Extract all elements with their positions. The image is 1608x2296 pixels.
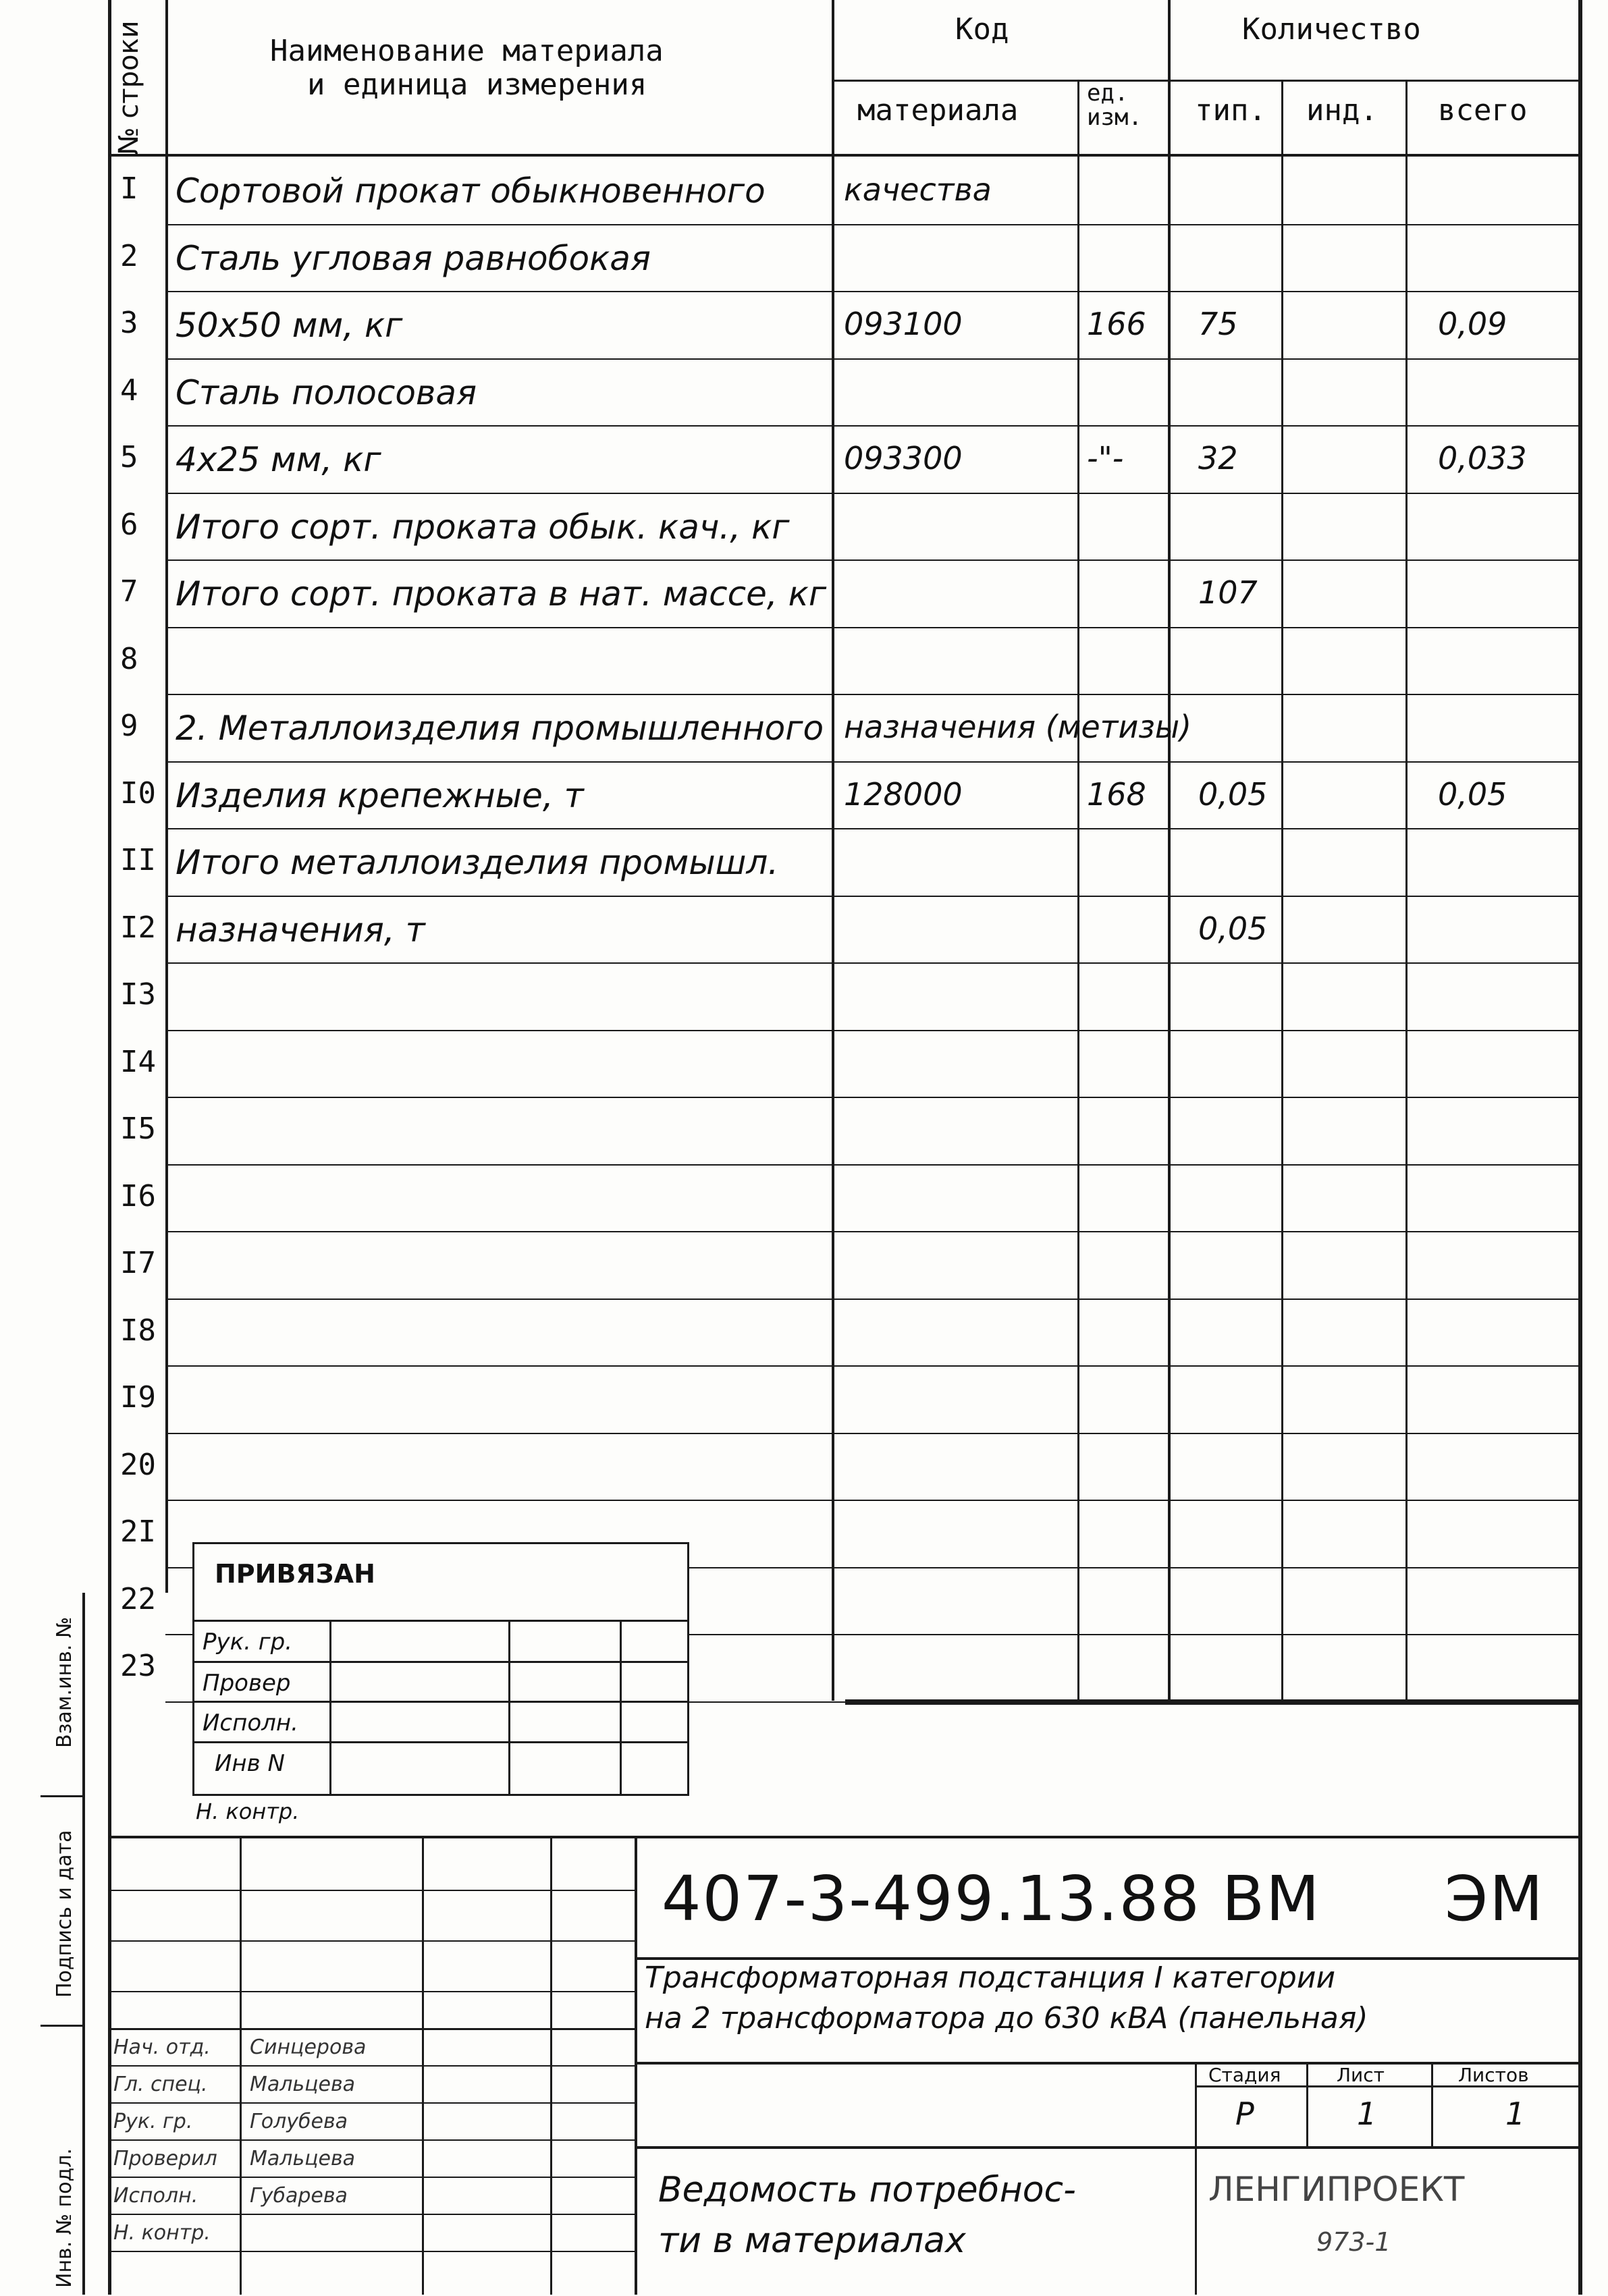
material-code: качества xyxy=(844,171,992,208)
row-number: I xyxy=(120,171,138,206)
tb-line xyxy=(1306,2062,1308,2146)
col-line-ind xyxy=(1405,81,1408,1701)
material-code: 128000 xyxy=(844,776,963,813)
project-line2: на 2 трансформатора до 630 кВА (панельная) xyxy=(645,2001,1368,2035)
signature-role: Гл. спец. xyxy=(113,2073,208,2096)
col-line-code xyxy=(1077,81,1079,1701)
row-line xyxy=(165,1299,1580,1300)
row-line xyxy=(165,1097,1580,1098)
signature-name: Мальцева xyxy=(250,2147,356,2170)
side-label-inv: Инв. № подл. xyxy=(53,2148,76,2288)
sheets-value: 1 xyxy=(1505,2096,1526,2132)
row-number: 6 xyxy=(120,508,138,542)
material-name: Итого сорт. проката обык. кач., кг xyxy=(176,508,790,547)
qty-typ: 32 xyxy=(1198,440,1238,476)
signature-role: Исполн. xyxy=(113,2184,198,2208)
row-line xyxy=(165,761,1580,763)
tb-line xyxy=(108,2065,635,2067)
qty-typ: 75 xyxy=(1198,306,1238,342)
side-label-podpis: Подпись и дата xyxy=(53,1830,76,1998)
header-code-material: материала xyxy=(857,93,1019,128)
row-number: 9 xyxy=(120,709,138,743)
row-number: 2 xyxy=(120,239,138,273)
col-line-typ xyxy=(1281,81,1283,1701)
row-line xyxy=(165,1433,1580,1434)
signature-role: Н. контр. xyxy=(113,2221,211,2245)
side-label-vzam: Взам.инв. № xyxy=(53,1616,76,1748)
org-name: ЛЕНГИПРОЕКТ xyxy=(1208,2170,1465,2209)
tb-line xyxy=(108,2102,635,2104)
header-qty-typ: тип. xyxy=(1195,93,1266,128)
material-name: Итого металлоизделия промышл. xyxy=(176,843,779,882)
signature-role: Нач. отд. xyxy=(113,2035,211,2059)
header-quantity: Количество xyxy=(1242,12,1421,47)
material-code: 093300 xyxy=(844,440,963,476)
tb-line xyxy=(635,1957,1580,1960)
tb-line xyxy=(635,2062,1580,2065)
row-number: I2 xyxy=(120,910,156,945)
row-line xyxy=(165,896,1580,897)
doc-title-line1: Ведомость потребнос- xyxy=(658,2170,1076,2210)
signature-name: Синцерова xyxy=(250,2035,367,2059)
material-name: Изделия крепежные, т xyxy=(176,776,584,815)
tb-line xyxy=(1195,2062,1197,2146)
material-name: Сталь угловая равнобокая xyxy=(176,239,651,278)
tb-line xyxy=(108,2251,635,2252)
sheet-label: Лист xyxy=(1337,2064,1385,2086)
stamp-role: Рук. гр. xyxy=(203,1629,293,1656)
row-number: 7 xyxy=(120,574,138,609)
tb-line xyxy=(108,1890,635,1891)
col-line-name xyxy=(832,0,834,1701)
row-line xyxy=(165,1365,1580,1367)
row-line xyxy=(165,224,1580,225)
qty-typ: 107 xyxy=(1198,574,1258,611)
title-block-top xyxy=(108,1836,1581,1838)
qty-total: 0,05 xyxy=(1438,776,1507,813)
row-number: 3 xyxy=(120,306,138,340)
row-number: 23 xyxy=(120,1649,156,1683)
row-line xyxy=(165,1030,1580,1031)
row-number: I4 xyxy=(120,1045,156,1079)
stamp-role: Инв N xyxy=(215,1750,285,1777)
row-line xyxy=(165,559,1580,561)
row-number: I6 xyxy=(120,1179,156,1213)
signature-name: Голубева xyxy=(250,2110,348,2133)
tb-line xyxy=(108,1940,635,1942)
side-strip-border xyxy=(82,1593,85,2295)
material-name: назначения, т xyxy=(176,910,425,950)
stage-value: Р xyxy=(1235,2096,1254,2132)
header-qty-total: всего xyxy=(1438,93,1528,128)
binding-n-kontr: Н. контр. xyxy=(196,1799,300,1824)
row-line xyxy=(165,358,1580,360)
row-line xyxy=(165,627,1580,628)
row-number: 5 xyxy=(120,440,138,474)
frame-right xyxy=(1578,0,1582,2295)
header-material-unit: и единица измерения xyxy=(307,67,647,102)
sheets-label: Листов xyxy=(1458,2064,1529,2086)
row-line xyxy=(165,694,1580,695)
row-line xyxy=(165,425,1580,427)
tb-line xyxy=(635,1836,637,2295)
doc-mark: ЭМ xyxy=(1445,1863,1545,1935)
row-number: I8 xyxy=(120,1313,156,1348)
frame-left xyxy=(108,0,111,2295)
tb-line xyxy=(1195,2146,1197,2295)
unit-code: 168 xyxy=(1087,776,1146,813)
signature-name: Губарева xyxy=(250,2184,348,2208)
material-name: 2. Металлоизделия промышленного xyxy=(176,709,824,748)
tb-line xyxy=(1431,2062,1433,2146)
row-line xyxy=(165,1500,1580,1501)
stamp-role: Провер xyxy=(203,1670,291,1697)
tb-line xyxy=(108,1991,635,1992)
side-divider xyxy=(41,1795,85,1797)
row-line xyxy=(165,1164,1580,1166)
row-number: 4 xyxy=(120,373,138,408)
qty-typ: 0,05 xyxy=(1198,776,1268,813)
org-sub: 973-1 xyxy=(1316,2227,1391,2257)
tb-line xyxy=(108,2214,635,2215)
unit-code: 166 xyxy=(1087,306,1146,342)
qty-total: 0,09 xyxy=(1438,306,1507,342)
header-material-name: Наименование материала xyxy=(270,34,664,68)
row-line xyxy=(165,828,1580,829)
row-line xyxy=(165,291,1580,292)
row-number: I5 xyxy=(120,1112,156,1146)
row-number: I9 xyxy=(120,1380,156,1415)
header-subline xyxy=(832,80,1581,82)
material-code: 093100 xyxy=(844,306,963,342)
header-bottom xyxy=(108,154,1581,157)
tb-line xyxy=(108,2139,635,2141)
row-number: I7 xyxy=(120,1246,156,1280)
row-number: I0 xyxy=(120,776,156,811)
material-name: Итого сорт. проката в нат. массе, кг xyxy=(176,574,827,613)
stamp-role: Исполн. xyxy=(203,1710,298,1737)
signature-name: Мальцева xyxy=(250,2073,356,2096)
unit-code: -"- xyxy=(1087,440,1124,476)
header-code: Код xyxy=(955,12,1009,47)
doc-designation: 407-3-499.13.88 ВМ xyxy=(662,1863,1321,1935)
material-name: 4х25 мм, кг xyxy=(176,440,381,479)
qty-typ: 0,05 xyxy=(1198,910,1268,947)
material-name: Сталь полосовая xyxy=(176,373,477,412)
signature-role: Проверил xyxy=(113,2147,217,2170)
row-line xyxy=(165,1231,1580,1232)
row-line xyxy=(165,962,1580,964)
binding-stamp xyxy=(192,1542,689,1796)
tb-line xyxy=(108,2177,635,2178)
binding-stamp-title: ПРИВЯЗАН xyxy=(215,1559,375,1589)
qty-total: 0,033 xyxy=(1438,440,1527,476)
row-number: II xyxy=(120,843,156,877)
material-name: 50х50 мм, кг xyxy=(176,306,403,345)
row-number: 2I xyxy=(120,1514,156,1549)
row-number: I3 xyxy=(120,977,156,1012)
tb-line xyxy=(108,2028,635,2030)
col-line-unit xyxy=(1168,0,1171,1701)
row-line xyxy=(165,493,1580,494)
row-number: 20 xyxy=(120,1448,156,1482)
project-line1: Трансформаторная подстанция I категории xyxy=(645,1961,1336,1995)
side-divider xyxy=(41,2025,85,2027)
stage-label: Стадия xyxy=(1208,2064,1281,2086)
row-number: 8 xyxy=(120,642,138,676)
signature-role: Рук. гр. xyxy=(113,2110,193,2133)
header-qty-ind: инд. xyxy=(1306,93,1378,128)
row-number: 22 xyxy=(120,1582,156,1616)
col-line-rowno xyxy=(165,0,168,1593)
material-code: назначения (метизы) xyxy=(844,709,1192,745)
tb-line xyxy=(635,2146,1580,2149)
doc-title-line2: ти в материалах xyxy=(658,2220,966,2261)
header-row-no: № строки xyxy=(113,20,144,155)
material-name: Сортовой прокат обыкновенного xyxy=(176,171,766,211)
sheet-value: 1 xyxy=(1357,2096,1377,2132)
header-code-unit: ед. изм. xyxy=(1087,80,1142,131)
